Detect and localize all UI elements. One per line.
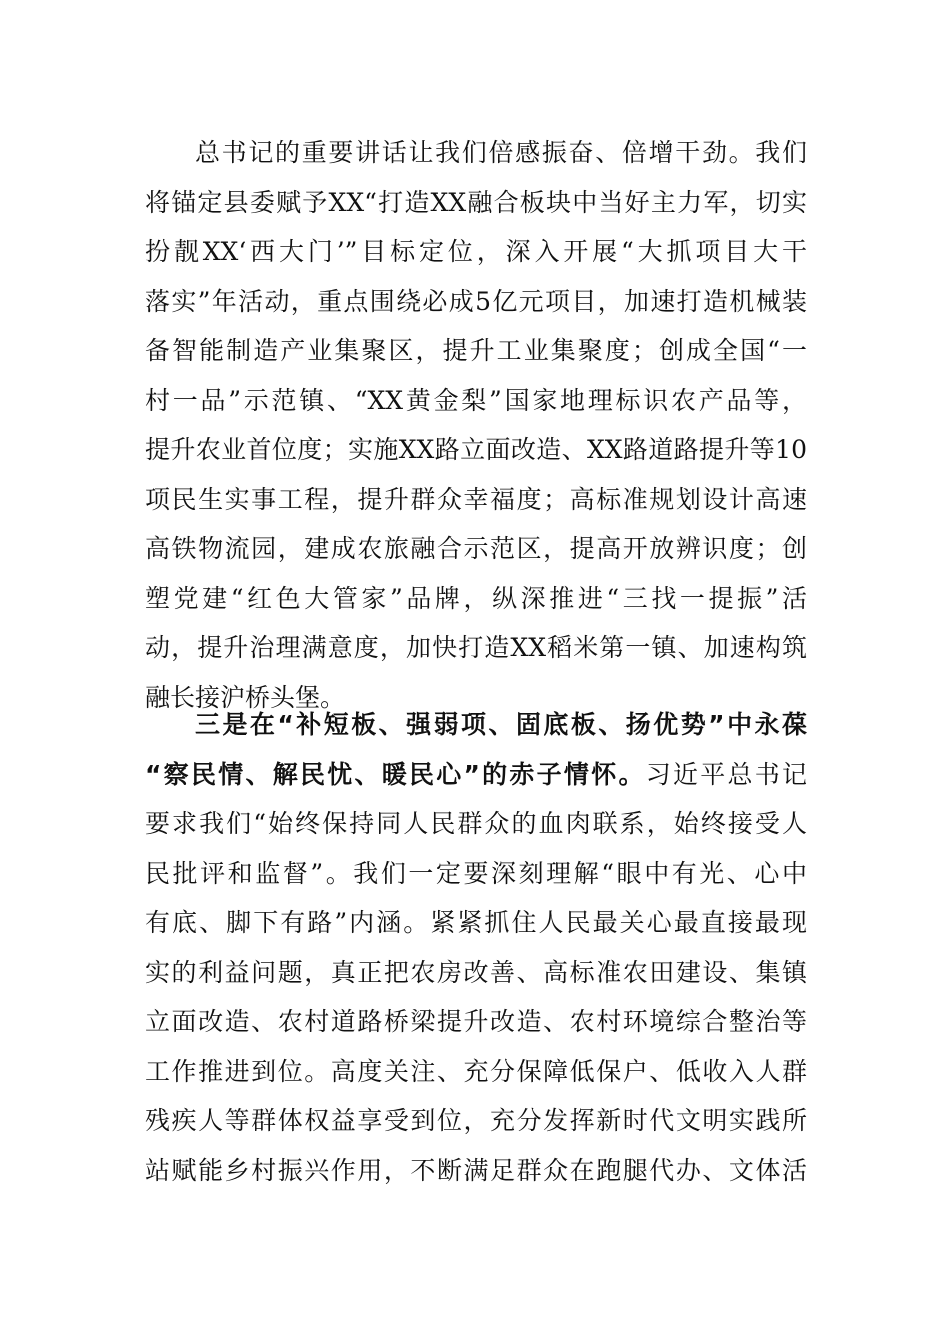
paragraph-line: 总书记的重要讲话让我们倍感振奋、倍增干劲。我们	[195, 138, 807, 167]
paragraph-line: 项民生实事工程，提升群众幸福度；高标准规划设计高速	[145, 484, 807, 514]
paragraph-line: 备智能制造产业集聚区，提升工业集聚度；创成全国“一	[145, 336, 807, 365]
paragraph-line: 塑党建“红色大管家”品牌，纵深推进“三找一提振”活	[145, 583, 807, 613]
paragraph-line: 要求我们“始终保持同人民群众的血肉联系，始终接受人	[145, 809, 807, 838]
paragraph-line: 将锚定县委赋予XX“打造XX融合板块中当好主力军，切实	[145, 187, 807, 217]
paragraph-line: 立面改造、农村道路桥梁提升改造、农村环境综合整治等	[145, 1007, 807, 1036]
paragraph-line: 站赋能乡村振兴作用，不断满足群众在跑腿代办、文体活	[145, 1155, 807, 1185]
paragraph-line: 有底、脚下有路”内涵。紧紧抓住人民最关心最直接最现	[145, 908, 807, 937]
paragraph-1	[145, 128, 807, 722]
paragraph-line: 实的利益问题，真正把农房改善、高标准农田建设、集镇	[145, 957, 807, 987]
paragraph-2	[145, 700, 807, 1195]
paragraph-line: 高铁物流园，建成农旅融合示范区，提高开放辨识度；创	[145, 534, 807, 563]
paragraph-line: 工作推进到位。高度关注、充分保障低保户、低收入人群	[145, 1056, 807, 1086]
paragraph-line: 村一品”示范镇、“XX黄金梨”国家地理标识农产品等，	[145, 385, 807, 415]
paragraph-heading-tail: “察民情、解民忧、暖民心”的赤子情怀。	[145, 759, 646, 789]
paragraph-heading-line: 三是在“补短板、强弱项、固底板、扬优势”中永葆	[195, 710, 807, 739]
paragraph-line: 扮靓XX‘西大门’”目标定位，深入开展“大抓项目大干	[145, 237, 807, 266]
paragraph-line: 民批评和监督”。我们一定要深刻理解“眼中有光、心中	[145, 858, 807, 888]
paragraph-line: 动，提升治理满意度，加快打造XX稻米第一镇、加速构筑	[145, 633, 807, 662]
paragraph-line	[145, 750, 807, 800]
paragraph-line: 落实”年活动，重点围绕必成5亿元项目，加速打造机械装	[145, 286, 807, 316]
paragraph-line: 提升农业首位度；实施XX路立面改造、XX路道路提升等10	[145, 435, 807, 464]
paragraph-line: 残疾人等群体权益享受到位，充分发挥新时代文明实践所	[145, 1106, 807, 1135]
paragraph-line-rest: 习近平总书记	[645, 759, 807, 789]
paragraph-line: 融长接沪桥头堡。	[145, 682, 346, 712]
